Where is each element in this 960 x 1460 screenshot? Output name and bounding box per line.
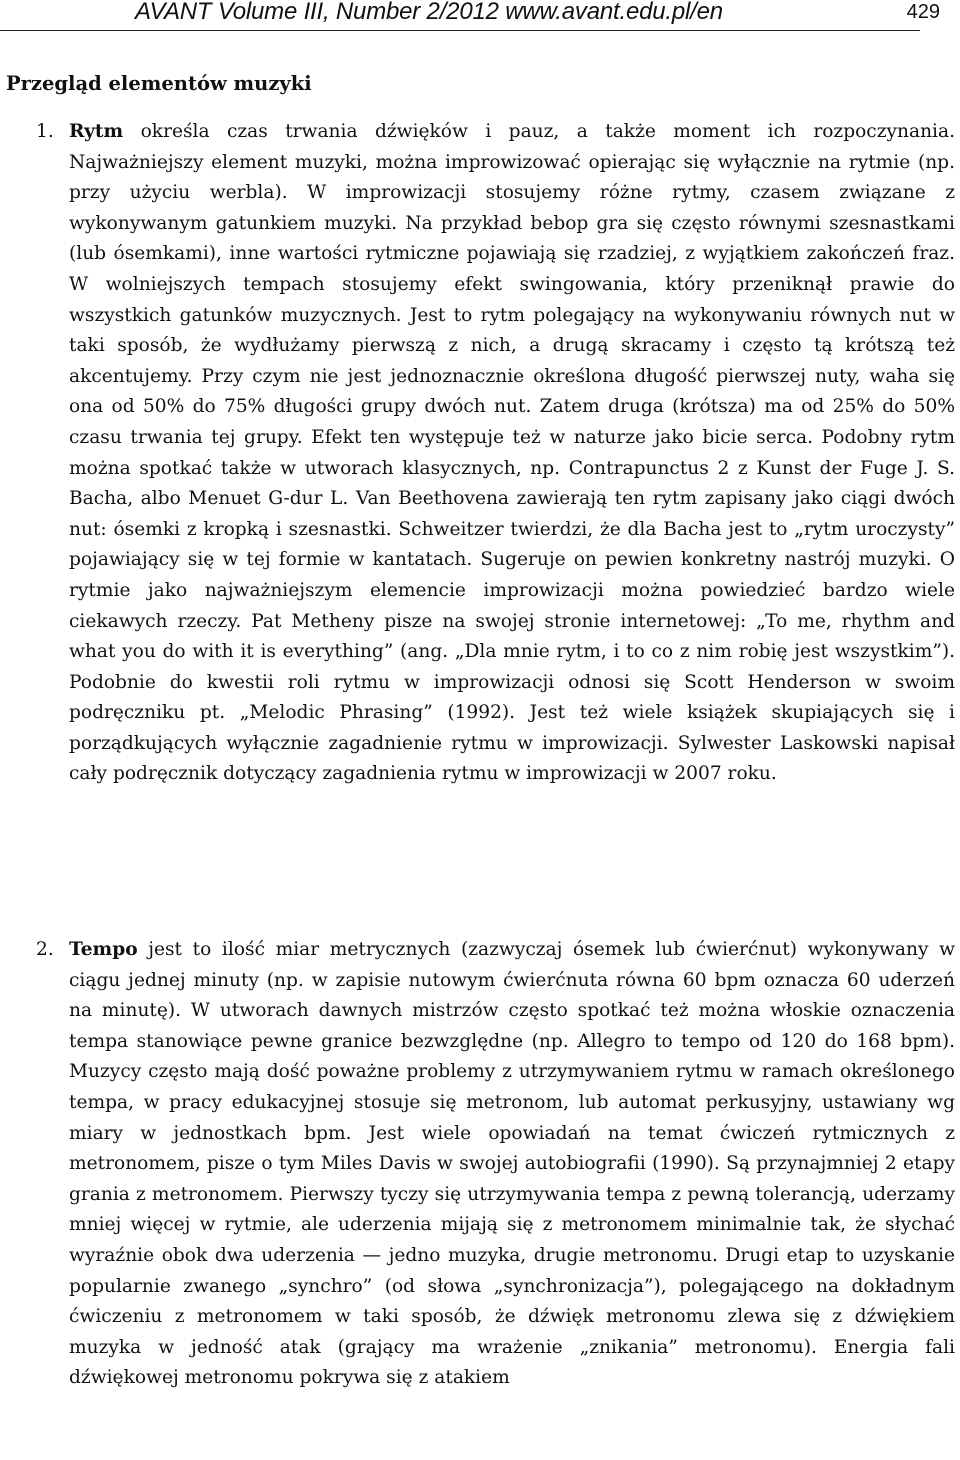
list-item-rhythm [36, 117, 955, 790]
list-item-number: 1. [36, 121, 54, 142]
list-item-term: Tempo [69, 939, 138, 960]
page-number: 429 [906, 1, 940, 23]
list-item-tempo [36, 935, 955, 1394]
page-header [0, 0, 940, 31]
journal-title: AVANT Volume III, Number 2/2012 www.avant.edu.pl/en [135, 0, 723, 25]
section-heading: Przegląd elementów muzyki [6, 72, 312, 95]
list-item-number: 2. [36, 939, 54, 960]
list-item-text: jest to ilość miar metrycznych (zazwyczaj ósemek lub ćwierćnut) wykonywany w ciągu jednej minuty (np. w zapisie nutowym ćwierćnuta równa 60 bpm oznacza 60 uderzeń na minutę). W utworach dawnych mistrzów często spotkać też można włoskie oznaczenia tempa stanowiące pewne granice bezwzględne (np. Allegro to tempo od 120 do 168 bpm). Muzycy często mają dość poważne problemy z utrzymywaniem rytmu w ramach określonego tempa, w pracy edukacyjnej stosuje się metronom, lub automat perkusyjny, ustawiany wg miary w jednostkach bpm. Jest wiele opowiadań na temat ćwiczeń rytmicznych z metronomem, pisze o tym Miles Davis w swojej autobiografii (1990). Są przynajmniej 2 etapy grania z metronomem. Pierwszy tyczy się utrzymywania tempa z pewną tolerancją, uderzamy mniej więcej w rytmie, ale uderzenia mijają się z metronomem minimalnie tak, że słychać wyraźnie obok dwa uderzenia — jedno muzyka, drugie metronomu. Drugi etap to uzyskanie popularnie zwanego „synchro” (od słowa „synchronizacja”), polegającego na dokładnym ćwiczeniu z metronomem w taki sposób, że dźwięk metronomu zlewa się z dźwiękiem muzyka w jedność atak (grający ma wrażenie „znikania” metronomu). Energia fali dźwiękowej metronomu pokrywa się z atakiem [69, 939, 955, 1389]
list-item-term: Rytm [69, 121, 124, 142]
list-item-text: określa czas trwania dźwięków i pauz, a także moment ich rozpoczynania. Najważniejszy element muzyki, można improwizować opierając się wyłącznie na rytmie (np. przy użyciu werbla). W improwizacji stosujemy różne rytmy, czasem związane z wykonywanym gatunkiem muzyki. Na przykład bebop gra się często równymi szesnastkami (lub ósemkami), inne wartości rytmiczne pojawiają się rzadziej, z wyjątkiem zakończeń fraz. W wolniejszych tempach stosujemy efekt swingowania, który przeniknął prawie do wszystkich gatunków muzycznych. Jest to rytm polegający na wykonywaniu równych nut w taki sposób, że wydłużamy pierwszą z nich, a drugą skracamy i często tą krótszą też akcentujemy. Przy czym nie jest jednoznacznie określona długość pierwszej nuty, waha się ona od 50% do 75% długości grupy dwóch nut. Zatem druga (krótsza) ma od 25% do 50% czasu trwania tej grupy. Efekt ten występuje też w naturze jako bicie serca. Podobny rytm można spotkać także w utworach klasycznych, np. Contrapunctus 2 z Kunst der Fuge J. S. Bacha, albo Menuet G-dur L. Van Beethovena zawierają ten rytm zapisany jako ciągi dwóch nut: ósemki z kropką i szesnastki. Schweitzer twierdzi, że dla Bacha jest to „rytm uroczysty” pojawiający się w tej formie w kantatach. Sugeruje on pewien konkretny nastrój muzyki. O rytmie jako najważniejszym elemencie improwizacji można powiedzieć bardzo wiele ciekawych rzeczy. Pat Metheny pisze na swojej stronie internetowej: „To me, rhythm and what you do with it is everything” (ang. „Dla mnie rytm, i to co z nim robię jest wszystkim”). Podobnie do kwestii roli rytmu w improwizacji odnosi się Scott Henderson w swoim podręczniku pt. „Melodic Phrasing” (1992). Jest też wiele książek skupiających się i porządkujących wyłącznie zagadnienie rytmu w improwizacji. Sylwester Laskowski napisał cały podręcznik dotyczący zagadnienia rytmu w improwizacji w 2007 roku. [69, 121, 955, 785]
